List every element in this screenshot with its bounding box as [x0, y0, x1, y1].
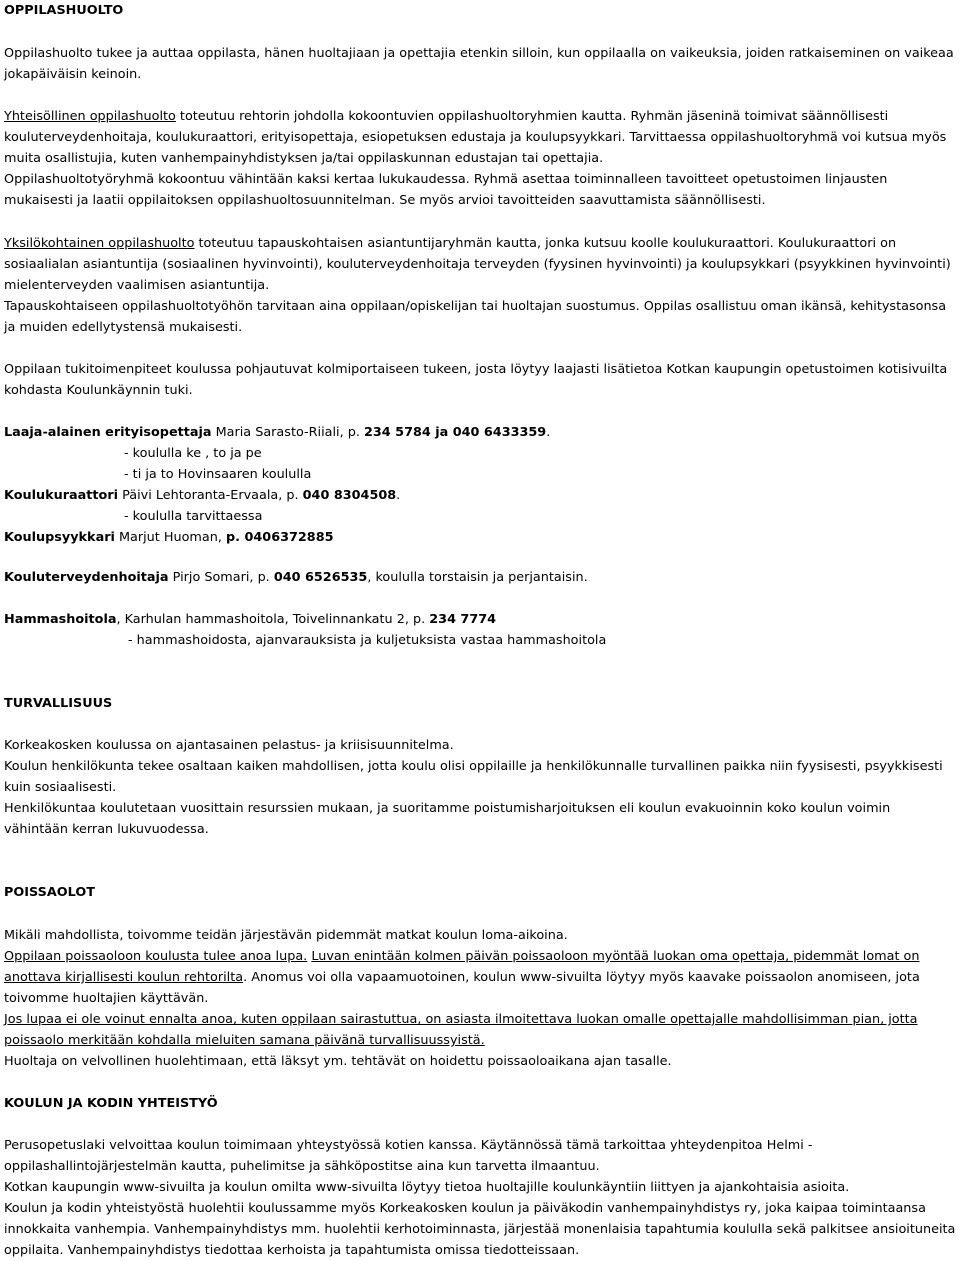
oppilashuolto-intro: Oppilashuolto tukee ja auttaa oppilasta, hänen huoltajiaan ja opettajia etenkin silloin, kun oppilaalla on vaikeuksia, joiden ratkaiseminen on vaikeaa jokapäiväisin keinoin.	[4, 46, 954, 82]
poissaolot-p4: Huoltaja on velvollinen huolehtimaan, että läksyt ym. tehtävät on hoidettu poissaoloaikana ajan tasalle.	[4, 1054, 672, 1069]
erityisopettaja-phone: 234 5784 ja 040 6433359	[364, 425, 547, 440]
contact-kuraattori	[4, 485, 956, 506]
poissaolot-p3: Jos lupaa ei ole voinut ennalta anoa, kuten oppilaan sairastuttua, on asiasta ilmoitettava luokan omalle opettajalle mahdollisimman pian, jotta poissaolo merkitään kohdalla mieluiten samana päivänä turvallisuussyistä.	[4, 1012, 918, 1048]
hammashoitola-role: Hammashoitola	[4, 612, 117, 627]
contact-terveydenhoitaja	[4, 567, 956, 588]
kuraattori-name: Päivi Lehtoranta-Ervaala, p.	[118, 488, 303, 503]
yksilo-text: toteutuu tapauskohtaisen asiantuntijaryhmän kautta, jonka kutsuu koolle koulukuraattori. Koulukuraattori on sosiaalialan asiantuntija (sosiaalinen hyvinvointi), kouluterveydenhoitaja terveyden (fyysinen hyvinvointi) ja koulupsykkari (psyykkinen hyvinvointi) mielenterveyden vaalimisen asiantuntija.	[4, 236, 951, 293]
kuraattori-dot: .	[396, 488, 401, 503]
terveydenhoitaja-note: , koululla torstaisin ja perjantaisin.	[367, 570, 588, 585]
turvallisuus-block	[4, 735, 956, 840]
kuraattori-phone: 040 8304508	[302, 488, 397, 503]
contact-psyykkari	[4, 527, 956, 548]
yksilo-paragraph	[4, 233, 956, 296]
contact-hammashoitola	[4, 609, 956, 630]
poissaolot-p2-rest: . Anomus voi olla vapaamuotoinen, koulun www-sivuilta löytyy myös kaavake poissaolon anomiseen, jota toivomme huoltajien käyttävän.	[4, 970, 920, 1006]
kuraattori-note: - koululla tarvittaessa	[124, 509, 263, 524]
section-title-oppilashuolto: OPPILASHUOLTO	[4, 3, 124, 18]
turvallisuus-p3: Henkilökuntaa koulutetaan vuosittain resurssien mukaan, ja suoritamme poistumisharjoituksen eli koulun evakuoinnin koko koulun voimin vähintään kerran lukuvuodessa.	[4, 801, 891, 837]
contact-erityisopettaja	[4, 422, 956, 443]
poissaolot-block	[4, 925, 956, 1072]
yhteistyo-p3: Koulun ja kodin yhteistyöstä huolehtii koulussamme myös Korkeakosken koulun ja päiväkodin vanhempainyhdistys ry, joka kaipaa toimintaansa innokkaita vanhempia. Vanhempainyhdistys mm. huolehtii kerhotoiminnasta, järjestää monenlaisia tapahtumia koululla sekä palkitsee ansioituneita oppilaita. Vanhempainyhdistys tiedottaa kerhoista ja tapahtumista omissa tiedotteissaan.	[4, 1201, 956, 1258]
yhteisollinen-block	[4, 106, 956, 211]
section-title-turvallisuus: TURVALLISUUS	[4, 696, 113, 711]
yhteistyo-p2: Kotkan kaupungin www-sivuilta ja koulun omilta www-sivuilta löytyy tietoa huoltajille koulunkäyntiin liittyen ja ajankohtaisia asioita.	[4, 1180, 850, 1195]
turvallisuus-p1: Korkeakosken koulussa on ajantasainen pelastus- ja kriisisuunnitelma.	[4, 738, 454, 753]
hammashoitola-note: - hammashoidosta, ajanvarauksista ja kuljetuksista vastaa hammashoitola	[128, 633, 607, 648]
ryhma-paragraph: Oppilashuoltotyöryhmä kokoontuu vähintään kaksi kertaa lukukaudessa. Ryhmä asettaa toiminnalleen tavoitteet opetustoimen linjausten mukaisesti ja laatii oppilaitoksen oppilashuoltosuunnitelman. Se myös arvioi tavoitteiden saavuttamista säännöllisesti.	[4, 172, 888, 208]
erityisopettaja-name: Maria Sarasto-Riiali, p.	[211, 425, 364, 440]
terveydenhoitaja-role: Kouluterveydenhoitaja	[4, 570, 169, 585]
yhteisollinen-text: toteutuu rehtorin johdolla kokoontuvien oppilashuoltoryhmien kautta. Ryhmän jäseninä toimivat säännöllisesti kouluterveydenhoitaja, koulukuraattori, erityisopettaja, esiopetuksen edustaja ja koulupsyykkari. Tarvittaessa oppilashuoltoryhmä voi kutsua myös muita osallistujia, kuten vanhempainyhdistyksen ja/tai oppilaskunnan edustajan tai opettajia.	[4, 109, 947, 166]
section-title-poissaolot: POISSAOLOT	[4, 885, 95, 900]
psyykkari-name: Marjut Huoman,	[114, 530, 226, 545]
erityisopettaja-note2: - ti ja to Hovinsaaren koululla	[124, 467, 312, 482]
hammashoitola-phone: 234 7774	[429, 612, 497, 627]
yksilo-term: Yksilökohtainen oppilashuolto	[4, 236, 195, 251]
yksilo-block	[4, 233, 956, 338]
yhteistyo-p1: Perusopetuslaki velvoittaa koulun toimimaan yhteystyössä kotien kanssa. Käytännössä tämä tarkoittaa yhteydenpitoa Helmi - oppilashallintojärjestelmän kautta, puhelimitse ja sähköpostitse aina kun tarvetta ilmaantuu.	[4, 1138, 813, 1174]
poissaolot-p1: Mikäli mahdollista, toivomme teidän järjestävän pidemmät matkat koulun loma-aikoina.	[4, 928, 568, 943]
yhteisollinen-paragraph	[4, 106, 956, 169]
erityisopettaja-dot: .	[546, 425, 551, 440]
oppilashuolto-intro-block	[4, 43, 956, 85]
hammashoitola-block	[4, 609, 956, 651]
poissaolot-p2-rule: Luvan enintään kolmen päivän poissaoloon myöntää luokan oma opettaja, pidemmät lomat on anottava kirjallisesti koulun rehtorilta	[4, 949, 920, 985]
tuki-paragraph: Oppilaan tukitoimenpiteet koulussa pohjautuvat kolmiportaiseen tukeen, josta löytyy laajasti lisätietoa Kotkan kaupungin opetustoimen kotisivuilta kohdasta Koulunkäynnin tuki.	[4, 362, 948, 398]
yhteistyo-block	[4, 1135, 956, 1261]
terveydenhoitaja-block	[4, 567, 956, 588]
erityisopettaja-note1: - koululla ke , to ja pe	[124, 446, 262, 461]
psyykkari-role: Koulupsyykkari	[4, 530, 115, 545]
terveydenhoitaja-name: Pirjo Somari, p.	[168, 570, 274, 585]
hammashoitola-text: , Karhulan hammashoitola, Toivelinnankatu 2, p.	[116, 612, 430, 627]
kuraattori-role: Koulukuraattori	[4, 488, 119, 503]
turvallisuus-p2: Koulun henkilökunta tekee osaltaan kaiken mahdollisen, jotta koulu olisi oppilaille ja henkilökunnalle turvallinen paikka niin fyysisesti, psyykkisesti kuin sosiaalisesti.	[4, 759, 943, 795]
tapaus-paragraph: Tapauskohtaiseen oppilashuoltotyöhön tarvitaan aina oppilaan/opiskelijan tai huoltajan suostumus. Oppilas osallistuu oman ikänsä, kehitystasonsa ja muiden edellytystensä mukaisesti.	[4, 299, 947, 335]
poissaolot-p2	[4, 946, 956, 1009]
psyykkari-phone: p. 0406372885	[226, 530, 334, 545]
poissaolot-p2-lupa: Oppilaan poissaoloon koulusta tulee anoa lupa.	[4, 949, 308, 964]
yhteisollinen-term: Yhteisöllinen oppilashuolto	[4, 109, 176, 124]
tuki-block	[4, 359, 956, 401]
erityisopettaja-role: Laaja-alainen erityisopettaja	[4, 425, 212, 440]
terveydenhoitaja-phone: 040 6526535	[273, 570, 368, 585]
contacts-block	[4, 422, 956, 548]
section-title-yhteistyo: KOULUN JA KODIN YHTEISTYÖ	[4, 1096, 218, 1111]
